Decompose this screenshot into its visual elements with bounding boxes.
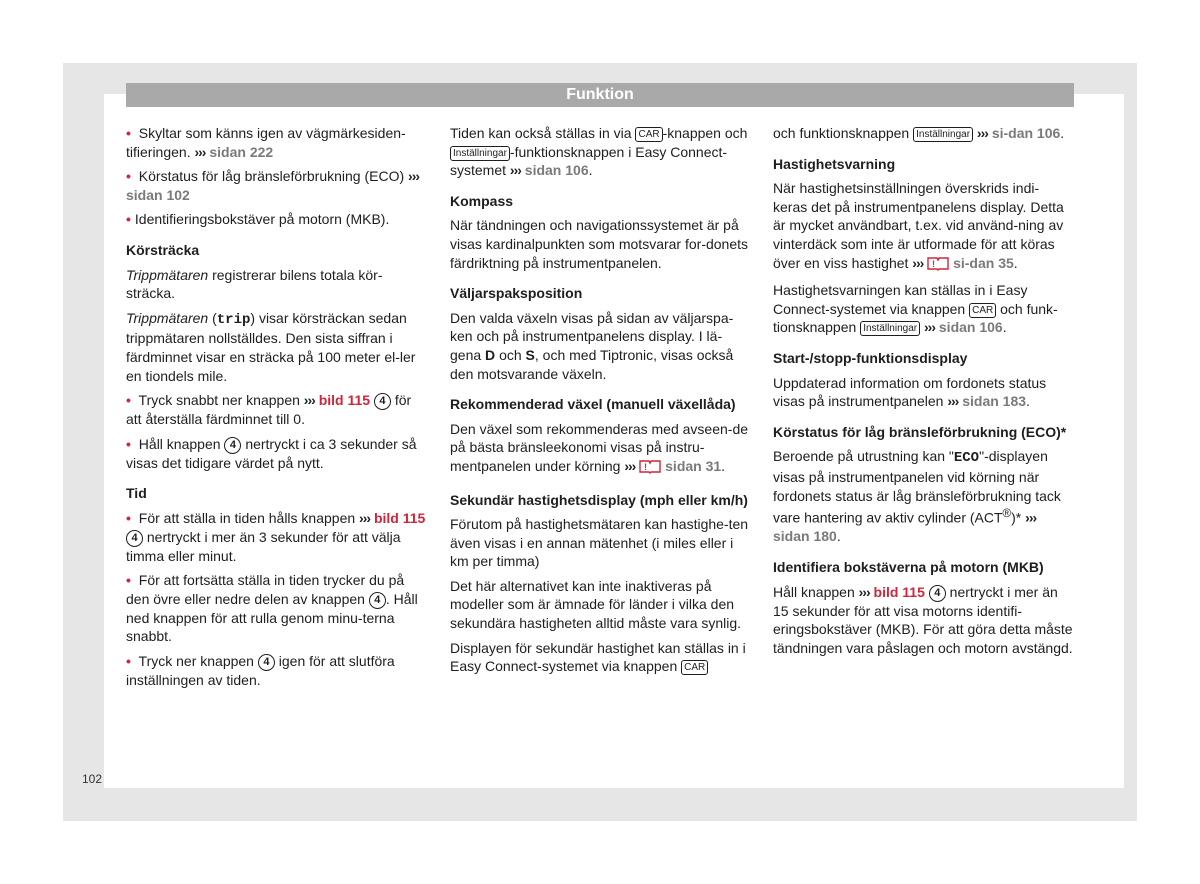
circle-4-icon: 4 bbox=[224, 437, 241, 454]
column-2 bbox=[450, 124, 750, 682]
arrows-icon: ››› bbox=[509, 162, 521, 179]
paragraph: När hastighetsinställningen överskrids indi-keras det på instrumentpanelens display. Detta är mycket användbart, t.ex. vid använd-ning av vinterdäck som inte är utformade för att köras över en viss hastighet ››› ! si-dan 35. bbox=[773, 179, 1073, 275]
circle-4-icon: 4 bbox=[126, 530, 143, 547]
svg-text:!: ! bbox=[932, 258, 936, 269]
paragraph: och funktionsknappen Inställningar ››› si-dan 106. bbox=[773, 125, 1065, 141]
eco-label: ECO bbox=[953, 450, 980, 467]
settings-key-icon: Inställningar bbox=[860, 321, 920, 336]
section-heading: Rekommenderad växel (manuell växellåda) bbox=[450, 396, 736, 413]
section-heading: Start-/stopp-funktionsdisplay bbox=[773, 349, 968, 366]
circle-4-icon: 4 bbox=[258, 654, 275, 671]
section-heading: Väljarspaksposition bbox=[450, 285, 583, 302]
circle-4-icon: 4 bbox=[374, 393, 391, 410]
page-reference-link[interactable]: si-dan 35 bbox=[953, 254, 1014, 271]
column-1 bbox=[126, 124, 426, 695]
arrows-icon: ››› bbox=[858, 583, 870, 600]
list-item: • För att fortsätta ställa in tiden trycker du på den övre eller nedre delen av knappen 4 . Håll ned knappen för att rulla genom minu-terna snabbt. bbox=[126, 571, 426, 646]
arrows-icon: ››› bbox=[1025, 509, 1037, 526]
arrows-icon: ››› bbox=[303, 392, 315, 409]
arrows-icon: ››› bbox=[408, 168, 420, 185]
arrows-icon: ››› bbox=[924, 319, 935, 336]
paragraph: Det här alternativet kan inte inaktiveras på modeller som är ämnade för länder i vilka den sekundära hastigheten alltid måste vara synlig. bbox=[450, 577, 742, 632]
arrows-icon: ››› bbox=[194, 143, 206, 160]
warning-book-icon bbox=[927, 256, 949, 276]
paragraph: Förutom på hastighetsmätaren kan hastighe-ten även visas i en annan mätenhet (i miles eller i km per timma) bbox=[450, 516, 749, 570]
page-reference-link[interactable]: sidan 102 bbox=[126, 186, 190, 203]
circle-4-icon: 4 bbox=[369, 592, 386, 609]
section-heading: Körsträcka bbox=[126, 241, 200, 258]
list-item: • Tryck snabbt ner knappen ››› bild 115 4 för att återställa färdminnet till 0. bbox=[126, 391, 426, 429]
figure-reference-link[interactable]: bild 115 bbox=[318, 392, 371, 409]
page-reference-link[interactable]: sidan 106 bbox=[938, 319, 1003, 336]
paragraph: Håll knappen ››› bild 115 4 nertryckt i mer än 15 sekunder för att visa motorns identifi-eringsbokstäver (MKB). För att göra detta måste tändningen vara påslagen och motorn avstängd. bbox=[773, 583, 1073, 656]
section-heading: Identifiera bokstäverna på motorn (MKB) bbox=[773, 558, 1044, 575]
trip-label: trip bbox=[216, 311, 251, 328]
paragraph: Uppdaterad information om fordonets status visas på instrumentpanelen ››› sidan 183. bbox=[773, 374, 1047, 410]
figure-reference-link[interactable]: bild 115 bbox=[873, 583, 925, 600]
warning-book-icon bbox=[639, 459, 661, 479]
column-3 bbox=[773, 124, 1073, 663]
page-reference-link[interactable]: sidan 106 bbox=[524, 162, 589, 179]
list-item: • Identifieringsbokstäver på motorn (MKB). bbox=[126, 210, 426, 229]
page-number: 102 bbox=[82, 772, 103, 786]
paragraph: Tiden kan också ställas in via CAR -knappen och Inställningar -funktionsknappen i Easy Connect-systemet ››› sidan 106. bbox=[450, 125, 748, 179]
paragraph: Hastighetsvarningen kan ställas in i Easy Connect-systemet via knappen CAR och funk-tionsknappen Inställningar ››› sidan 106. bbox=[773, 282, 1058, 336]
settings-key-icon: Inställningar bbox=[913, 127, 973, 142]
section-heading: Kompass bbox=[450, 192, 514, 209]
paragraph: Beroende på utrustning kan "ECO"-displayen visas på instrumentpanelen vid körning när fordonets status är låg bränsleförbrukning tack vare hantering av aktiv cylinder (ACT®)* ››› sidan 180. bbox=[773, 448, 1061, 545]
list-item: • Skyltar som känns igen av vägmärkesiden-tifieringen. ››› sidan 222 bbox=[126, 124, 426, 161]
arrows-icon: ››› bbox=[976, 125, 988, 141]
paragraph: Trippmätaren registrerar bilens totala kör-sträcka. bbox=[126, 266, 383, 302]
section-header: Funktion bbox=[126, 83, 1074, 107]
paragraph: Trippmätaren (trip) visar körsträckan sedan trippmätaren nollställdes. Den sista siffran i färdminnet visar en sträcka på 100 meter el-ler en tiondels mile. bbox=[126, 309, 416, 384]
page-reference-link[interactable]: sidan 222 bbox=[209, 143, 274, 160]
list-item: • Körstatus för låg bränsleförbrukning (ECO) ››› sidan 102 bbox=[126, 167, 426, 204]
arrows-icon: ››› bbox=[359, 509, 371, 526]
section-heading: Körstatus för låg bränsleförbrukning (ECO)* bbox=[773, 423, 1067, 440]
paragraph: Den växel som rekommenderas med avseen-de på bästa bränsleekonomi visas på instru-mentpanelen under körning ››› ! sidan 31. bbox=[450, 420, 750, 479]
section-heading: Sekundär hastighetsdisplay (mph eller km/h) bbox=[450, 491, 748, 508]
arrows-icon: ››› bbox=[624, 457, 636, 474]
car-key-icon: CAR bbox=[635, 127, 662, 142]
list-item: • Tryck ner knappen 4 igen för att slutföra inställningen av tiden. bbox=[126, 652, 426, 690]
list-item: • För att ställa in tiden hålls knappen ››› bild 115 4 nertryckt i mer än 3 sekunder för att välja timma eller minut. bbox=[126, 509, 426, 565]
page-reference-link[interactable]: si-dan 106 bbox=[991, 125, 1061, 141]
car-key-icon: CAR bbox=[969, 303, 996, 318]
settings-key-icon: Inställningar bbox=[450, 146, 510, 161]
paragraph: Displayen för sekundär hastighet kan ställas in i Easy Connect-systemet via knappen CAR bbox=[450, 639, 746, 675]
section-heading: Tid bbox=[126, 485, 147, 502]
page-reference-link[interactable]: sidan 31 bbox=[665, 457, 722, 474]
list-item: • Håll knappen 4 nertryckt i ca 3 sekunder så visas det tidigare värdet på nytt. bbox=[126, 435, 426, 473]
figure-reference-link[interactable]: bild 115 bbox=[373, 509, 426, 526]
svg-text:!: ! bbox=[644, 461, 648, 472]
arrows-icon: ››› bbox=[912, 254, 924, 271]
circle-4-icon: 4 bbox=[929, 585, 946, 602]
paragraph: Den valda växeln visas på sidan av väljarspa-ken och på instrumentpanelens display. I lä-gena D och S, och med Tiptronic, visas också den motsvarande växeln. bbox=[450, 309, 734, 382]
paragraph: När tändningen och navigationssystemet är på visas kardinalpunkten som motsvarar for-donets färdriktning på instrumentpanelen. bbox=[450, 217, 749, 271]
arrows-icon: ››› bbox=[947, 393, 959, 410]
page-reference-link[interactable]: sidan 180 bbox=[773, 528, 837, 545]
car-key-icon: CAR bbox=[681, 660, 708, 675]
section-heading: Hastighetsvarning bbox=[773, 155, 896, 172]
page-reference-link[interactable]: sidan 183 bbox=[962, 393, 1027, 410]
